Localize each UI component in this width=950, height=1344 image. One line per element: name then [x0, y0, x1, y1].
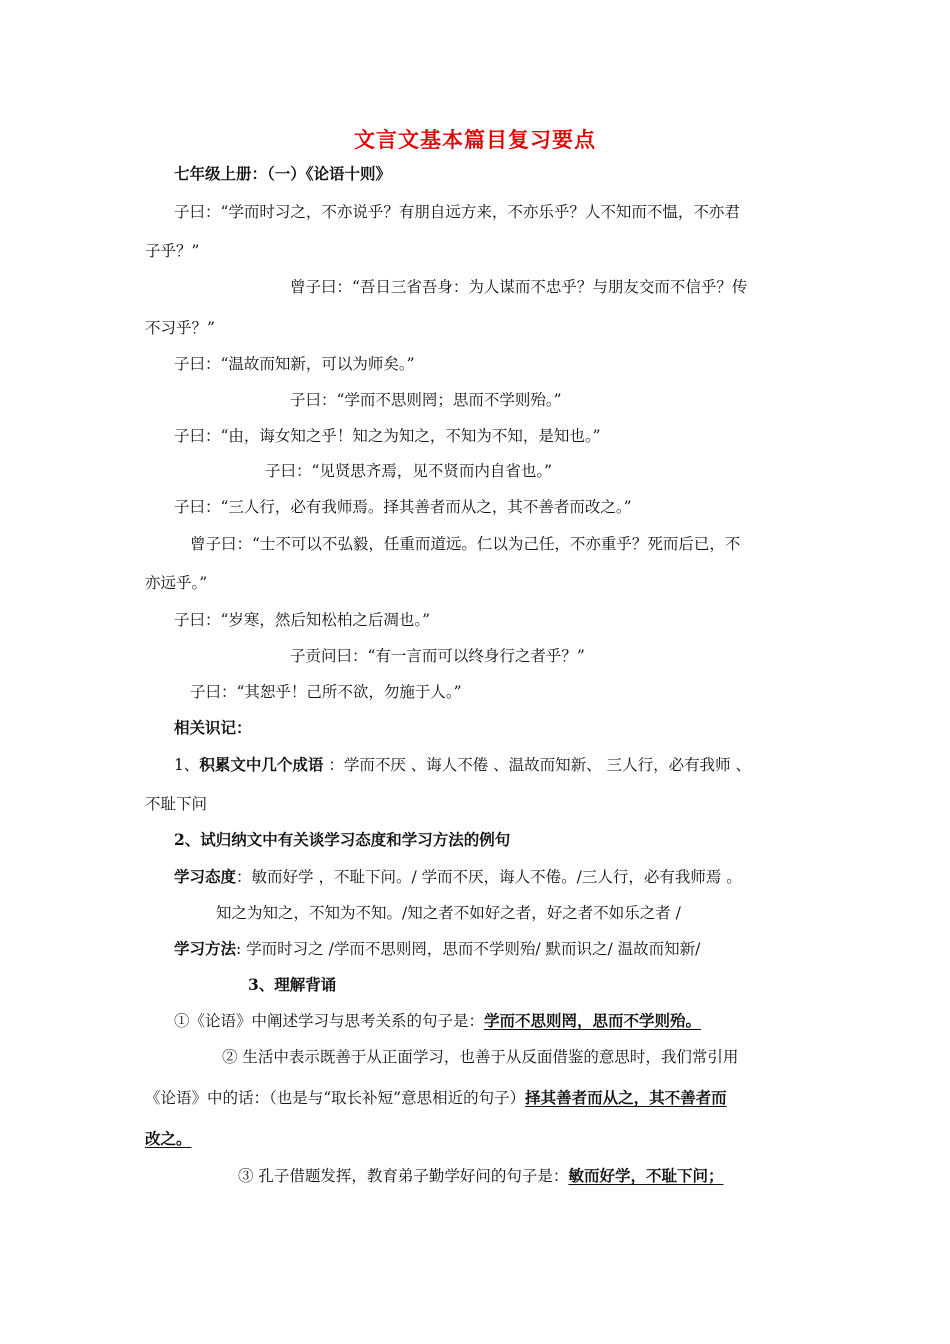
study-attitude	[174, 867, 742, 887]
document-title: 文言文基本篇目复习要点	[354, 127, 596, 152]
quote-line: 子曰：“学而不思则罔；思而不学则殆。”	[290, 391, 562, 409]
study-method-label: 学习方法	[174, 939, 237, 958]
quote-line: 子贡问曰：“有一言而可以终身行之者乎？”	[290, 647, 585, 665]
recite-question-2-cont	[145, 1088, 727, 1108]
recite-answer-2: 择其善者而从之，其不善者而	[525, 1088, 727, 1107]
study-method	[174, 939, 700, 959]
quote-line: 亦远乎。”	[145, 574, 208, 592]
recite-question-3	[238, 1166, 723, 1186]
note-item-2: 2、试归纳文中有关谈学习态度和学习方法的例句	[174, 830, 511, 849]
recite-answer-2b: 改之。	[145, 1129, 192, 1148]
quote-line: 不习乎？”	[145, 319, 215, 337]
section-heading: 七年级上册：（一）《论语十则》	[174, 164, 392, 183]
recite-question-3-text: ③ 孔子借题发挥，教育弟子勤学好问的句子是：	[238, 1167, 569, 1185]
note-item-1-label: 积累文中几个成语	[199, 755, 324, 774]
recite-question-1	[174, 1011, 701, 1031]
study-method-text: : 学而时习之 /学而不思则罔，思而不学则殆/ 默而识之/ 温故而知新/	[236, 940, 701, 958]
quote-line: 子曰：“其恕乎！己所不欲，勿施于人。”	[190, 683, 462, 701]
note-item-1-text: ：学而不厌 、诲人不倦 、温故而知新、 三人行，必有我师 、	[323, 756, 752, 774]
quote-line: 子乎？”	[145, 242, 200, 260]
note-item-1	[174, 755, 751, 775]
quote-line: 子曰：“三人行，必有我师焉。择其善者而从之，其不善者而改之。”	[174, 498, 632, 516]
recite-answer-2-cont	[145, 1129, 192, 1149]
quote-line: 子曰：“岁寒，然后知松柏之后凋也。”	[174, 611, 431, 629]
notes-heading: 相关识记：	[174, 718, 252, 737]
quote-line: 子曰：“由，诲女知之乎！知之为知之，不知为不知，是知也。”	[174, 427, 601, 445]
recite-question-2-text2: 《论语》中的话：（也是与“取长补短”意思相近的句子）	[145, 1089, 526, 1107]
study-attitude-text: ：敏而好学 ，不耻下问。/ 学而不厌，诲人不倦。/三人行，必有我师焉 。	[236, 868, 742, 886]
quote-line: 子曰：“温故而知新，可以为师矣。”	[174, 355, 415, 373]
quote-line: 子曰：“学而时习之，不亦说乎？有朋自远方来，不亦乐乎？人不知而不愠，不亦君	[174, 203, 740, 221]
recite-question-1-text: ①《论语》中阐述学习与思考关系的句子是：	[174, 1012, 485, 1030]
note-item-1-prefix: 1、	[174, 756, 200, 774]
study-attitude-label: 学习态度	[174, 867, 237, 886]
note-item-1-cont: 不耻下问	[145, 795, 208, 813]
quote-line: 曾子曰：“吾日三省吾身：为人谋而不忠乎？与朋友交而不信乎？传	[290, 278, 748, 296]
recite-answer-1: 学而不思则罔，思而不学则殆。	[484, 1011, 702, 1030]
quote-line: 子曰：“见贤思齐焉，见不贤而内自省也。”	[265, 462, 553, 480]
recite-question-2: ② 生活中表示既善于从正面学习，也善于从反面借鉴的意思时，我们常引用	[222, 1048, 739, 1066]
recite-answer-3: 敏而好学，不耻下问；	[568, 1166, 724, 1185]
note-item-3: 3、理解背诵	[248, 975, 337, 994]
study-attitude-cont: 知之为知之，不知为不知。/知之者不如好之者，好之者不如乐之者 /	[216, 904, 681, 922]
quote-line: 曾子曰：“士不可以不弘毅，任重而道远。仁以为己任，不亦重乎？死而后已，不	[190, 535, 741, 553]
